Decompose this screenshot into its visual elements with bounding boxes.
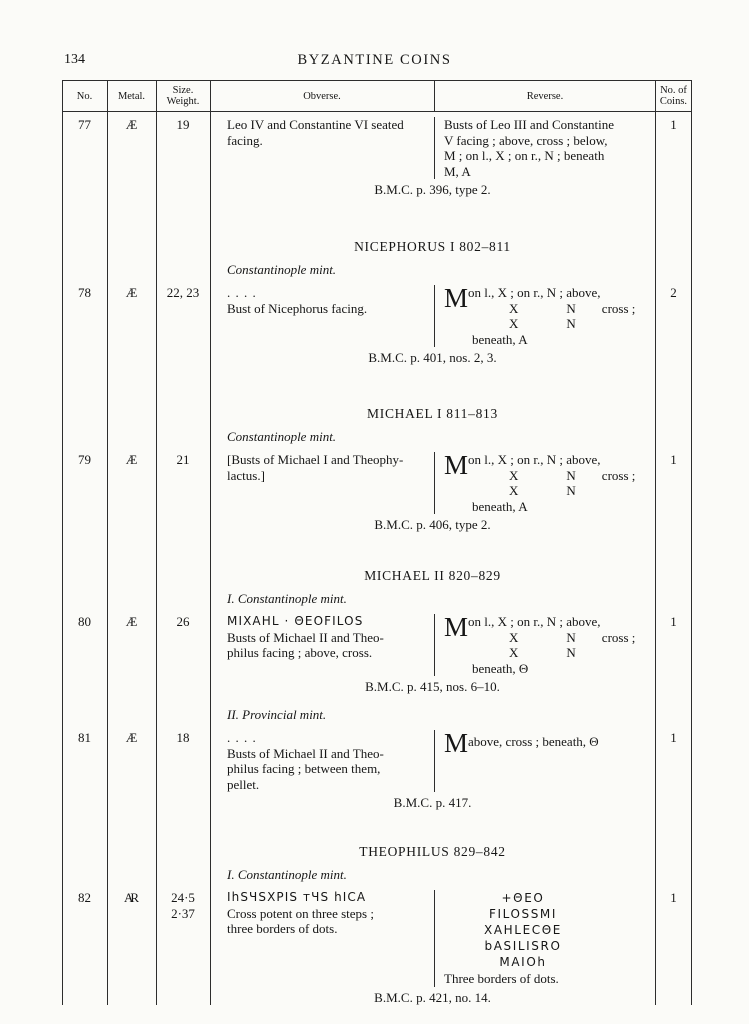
text-line: 24·5 — [171, 890, 195, 905]
coin-reverse — [434, 285, 655, 347]
reverse-note: Three borders of dots. — [444, 971, 559, 986]
coin-obverse — [210, 730, 434, 792]
coin-size: 21 — [176, 452, 190, 467]
reverse-line: on l., X ; on r., N ; above, — [468, 285, 601, 300]
col-header-coins-line1: No. of — [660, 84, 687, 96]
reverse-m-block — [444, 730, 651, 757]
bmc-reference: B.M.C. p. 415, nos. 6–10. — [365, 679, 500, 694]
obverse-description — [227, 630, 428, 661]
page-title: BYZANTINE COINS — [297, 52, 452, 68]
text-line: XAHLECΘE — [484, 923, 562, 937]
coin-size: 19 — [176, 117, 190, 132]
mint-line: I. Constantinople mint. — [227, 867, 347, 882]
reverse-line: X N cross ; — [509, 300, 636, 316]
text-line: Busts of Leo III and Constantine — [444, 117, 615, 132]
table-rule-after-size — [210, 81, 211, 1005]
col-header-reverse: Reverse. — [434, 81, 655, 111]
coin-number: 77 — [78, 117, 91, 132]
reverse-beneath: beneath, Θ — [472, 660, 529, 676]
text-line: +ΘEO — [501, 891, 545, 905]
coin-reverse — [434, 452, 655, 514]
reverse-line: on l., X ; on r., N ; above, — [468, 614, 601, 629]
text-line: facing. — [227, 132, 263, 148]
text-line: Cross potent on three steps ; — [227, 905, 374, 921]
section-heading-nicephorus: NICEPHORUS I 802–811 — [354, 239, 511, 254]
col-header-coins — [655, 81, 692, 111]
text-line: bASILISRO — [484, 939, 562, 953]
reverse-line: X N — [509, 483, 576, 498]
col-header-size-line1: Size. — [172, 84, 194, 96]
coin-number: 81 — [78, 730, 91, 745]
reverse-line: X N cross ; — [509, 467, 636, 483]
coin-size: 18 — [176, 730, 190, 745]
text-line: M ; on l., X ; on r., N ; beneath — [444, 148, 605, 163]
coin-count: 1 — [670, 117, 677, 132]
section-heading-michael-2: MICHAEL II 820–829 — [364, 568, 501, 583]
coin-count: 1 — [670, 452, 677, 467]
coin-obverse — [210, 117, 434, 179]
coin-metal: Æ — [125, 117, 138, 132]
reverse-line: X N — [509, 645, 576, 660]
text-line: pellet. — [227, 776, 260, 792]
coin-count: 1 — [670, 890, 677, 905]
col-header-size-line2: Weight. — [166, 96, 200, 107]
coin-number: 82 — [78, 890, 91, 905]
coin-obverse — [210, 890, 434, 987]
table-rule-before-coins — [655, 81, 656, 1005]
coin-obverse — [210, 452, 434, 514]
coin-metal: Æ — [125, 285, 138, 300]
col-header-coins-line2: Coins. — [659, 96, 688, 107]
text-line: lactus.] — [227, 467, 265, 483]
text-line: Busts of Michael II and Theo- — [227, 745, 384, 761]
coin-size: 22, 23 — [166, 285, 200, 300]
mint-line: Constantinople mint. — [227, 262, 337, 277]
reverse-line: above, cross ; beneath, Θ — [468, 734, 599, 749]
obverse-legend: IhSЧSXPIS ᴛЧS hICA — [227, 890, 367, 904]
coin-count: 2 — [670, 285, 677, 300]
text-line: V facing ; above, cross ; below, — [444, 132, 608, 148]
text-line: Busts of Michael II and Theo- — [227, 629, 384, 645]
page-number: 134 — [64, 52, 85, 67]
coin-count: 1 — [670, 614, 677, 629]
coin-number: 80 — [78, 614, 91, 629]
table-rule-after-metal — [156, 81, 157, 1005]
reverse-m-block — [444, 452, 651, 499]
col-header-size-weight — [156, 81, 210, 111]
coin-number: 78 — [78, 285, 91, 300]
text-line: [Busts of Michael I and Theophy- — [227, 452, 404, 467]
table-rule-after-no — [107, 81, 108, 1005]
text-line: FILOSSMI — [488, 907, 558, 921]
reverse-m-block — [444, 285, 651, 332]
text-line: M, A — [444, 163, 471, 179]
bmc-reference: B.M.C. p. 406, type 2. — [374, 517, 491, 532]
coin-reverse — [434, 730, 655, 792]
obverse-legend: MIXAHL · ΘEOFILOS — [227, 614, 364, 628]
coin-metal: Æ — [125, 452, 138, 467]
illegible-legend-dots: . . . . — [227, 730, 257, 745]
table-rule-right — [691, 81, 692, 1005]
text-line: Bust of Nicephorus facing. — [227, 300, 368, 316]
obverse-description — [227, 746, 428, 793]
section-heading-theophilus: THEOPHILUS 829–842 — [359, 844, 506, 859]
reverse-legend — [444, 890, 602, 970]
illegible-legend-dots: . . . . — [227, 285, 257, 300]
coin-table — [62, 80, 692, 1005]
col-header-no: No. — [76, 90, 93, 102]
reverse-line: on l., X ; on r., N ; above, — [468, 452, 601, 467]
mint-line: Constantinople mint. — [227, 429, 337, 444]
coin-size: 26 — [176, 614, 190, 629]
table-rule-left — [62, 81, 63, 1005]
mint-line: I. Constantinople mint. — [227, 591, 347, 606]
text-line: Leo IV and Constantine VI seated — [227, 117, 404, 132]
coin-obverse — [210, 285, 434, 347]
coin-number: 79 — [78, 452, 91, 467]
bmc-reference: B.M.C. p. 417. — [393, 795, 472, 810]
col-header-metal: Metal. — [117, 90, 146, 102]
text-line: three borders of dots. — [227, 921, 338, 936]
section-heading-michael-1: MICHAEL I 811–813 — [367, 406, 498, 421]
coin-reverse — [434, 614, 655, 676]
reverse-letter-M: M — [444, 283, 469, 313]
reverse-letter-M: M — [444, 612, 469, 642]
text-line: MAIOh — [499, 955, 547, 969]
col-header-obverse: Obverse. — [303, 90, 341, 102]
reverse-letter-M: M — [444, 450, 469, 480]
coin-metal: AR — [123, 890, 137, 905]
reverse-line: X N — [509, 316, 576, 331]
text-line: philus facing ; between them, — [227, 761, 381, 776]
reverse-letter-M: M — [444, 728, 469, 758]
reverse-beneath: beneath, A — [472, 331, 528, 347]
coin-size-weight — [156, 890, 210, 987]
page-header — [0, 0, 749, 72]
reverse-m-block — [444, 614, 651, 661]
reverse-beneath: beneath, A — [472, 498, 528, 514]
coin-reverse — [434, 890, 655, 987]
text-line: philus facing ; above, cross. — [227, 645, 373, 660]
bmc-reference: B.M.C. p. 421, no. 14. — [374, 989, 491, 1005]
coin-count: 1 — [670, 730, 677, 745]
mint-line: II. Provincial mint. — [227, 707, 327, 722]
reverse-line: X N cross ; — [509, 629, 636, 645]
coin-metal: Æ — [125, 614, 138, 629]
text-line: 2·37 — [171, 905, 195, 921]
coin-metal: Æ — [125, 730, 138, 745]
coin-obverse — [210, 614, 434, 676]
bmc-reference: B.M.C. p. 401, nos. 2, 3. — [368, 350, 497, 365]
obverse-description — [227, 301, 428, 317]
obverse-description — [227, 906, 428, 937]
bmc-reference: B.M.C. p. 396, type 2. — [374, 182, 491, 197]
coin-reverse — [434, 117, 655, 179]
